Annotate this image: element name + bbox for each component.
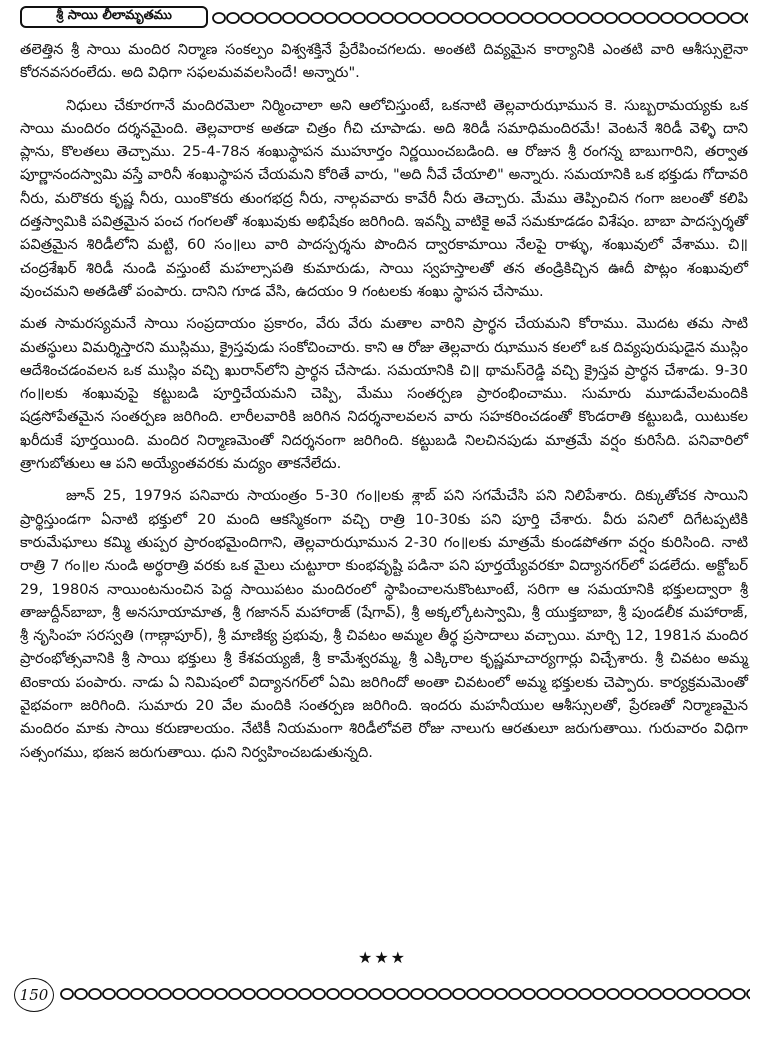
section-separator: ★★★ — [357, 948, 408, 967]
book-title: శ్రీ సాయి లీలామృతము — [56, 8, 172, 23]
running-header — [20, 6, 748, 32]
book-title-box — [20, 6, 208, 28]
header-chain-ornament — [212, 10, 748, 26]
page-footer — [0, 978, 765, 1028]
paragraph-4: జూన్ 25, 1979న పనివారు సాయంత్రం 5-30 గం॥లకు శ్లాబ్ పని సగమేచేసి పని నిలిపేశారు. దిక్కుతోచక సాయిని ప్రార్థిస్తుండగా ఏనాటి భక్తులో 20 మంది ఆకస్మికంగా వచ్చి రాత్రి 10-30కు పని పూర్తి చేశారు. వీరు పనిలో దిగేటప్పటికి కారుమేఘాలు కమ్మి తుప్పర ప్రారంభమైందిగాని, తెల్లవారుఝామున 2-30 గం॥లకు మాత్రమే కుండపోతగా వర్షం కురిసింది. నాటి రాత్రి 7 గం॥ల నుండి అర్థరాత్రి వరకు ఒక మైలు చుట్టూరా కుంభవృష్టి పడినా పని పూర్తయ్యేవరకూ విద్యానగర్‌లో పడలేదు. అక్టోబర్ 29, 1980న నాయింటనుంచిన పెద్ద సాయిపటం మందిరంలో స్థాపించాలనుకొంటూంటే, సరిగా ఆ సమయానికి భక్తులద్వారా శ్రీ తాజుద్దీన్‌బాబా, శ్రీ అనసూయామాత, శ్రీ గజానన్ మహారాజ్ (షేగావ్), శ్రీ అక్కల్కోటస్వామి, శ్రీ యుక్తబాబా, శ్రీ పుండలీక మహారాజ్, శ్రీ నృసింహ సరస్వతి (గాణ్గాపూర్), శ్రీ మాణిక్య ప్రభువు, శ్రీ చివటం అమ్మల తీర్థ ప్రసాదాలు వచ్చాయి. మార్చి 12, 1981న మందిర ప్రారంభోత్సవానికి శ్రీ సాయి భక్తులు శ్రీ కేశవయ్యజీ, శ్రీ కామేశ్వరమ్మ, శ్రీ ఎక్కిరాల కృష్ణమాచార్యగార్లు విచ్చేశారు. శ్రీ చివటం అమ్మ టెంకాయ పంపారు. నాడు ఏ నిమిషంలో విద్యానగర్‌లో ఏమి జరిగిందో అంతా చివటంలో అమ్మ భక్తులకు చెప్పారు. కార్యక్రమమెంతో వైభవంగా జరిగింది. సుమారు 20 వేల మందికి సంతర్పణ జరిగింది. ఇందరు మహనీయుల ఆశీస్సులతో, ప్రేరణతో నిర్మాణమైన మందిరం మాకు సాయి కరుణాలయం. నేటికీ నియమంగా శిరిడీలోవలె రోజు నాలుగు ఆరతులూ జరుగుతాయి. గురువారం విధిగా సత్సంగము, భజన జరుగుతాయి. ధుని నిర్వహించబడుతున్నది. — [20, 487, 748, 761]
footer-chain-ornament — [60, 986, 750, 1002]
paragraph-2: నిధులు చేకూరగానే మందిరమెలా నిర్మించాలా అని ఆలోచిస్తుంటే, ఒకనాటి తెల్లవారుఝామున కె. సుబ్బరామయ్యకు ఒక సాయి మందిరం దర్శనమైంది. తెల్లవారాక అతడా చిత్రం గీచి చూపాడు. అది శిరిడీ సమాధిమందిరమే! వెంటనే శిరిడీ వెళ్ళి దాని ప్లాను, కొలతలు తెచ్చాము. 25-4-78న శంఖుస్థాపన ముహూర్తం నిర్ణయించబడింది. ఆ రోజున శ్రీ రంగన్న బాబుగారిని, తర్వాత పూర్ణానందస్వామి వస్తే వారినీ శంఖుస్థాపన చేయమని కోరితే వారు, "అది నీవే చేయాలి" అన్నారు. సమయానికి ఒక భక్తుడు గోదావరి నీరు, మరొకరు కృష్ణ నీరు, యింకొకరు తుంగభద్ర నీరు, నాల్గవవారు కావేరీ నీరు తెచ్చారు. మేము తెప్పించిన గంగా జలంతో కలిపి దత్తస్వామికి పవిత్రమైన పంచ గంగలతో శంఖువుకు అభిషేకం జరిగింది. ఇవన్నీ వాటికై అవే సమకూడడం విశేషం. బాబా పాదస్పర్శతో పవిత్రమైన శిరిడీలోని మట్టి, 60 సం॥లు వారి పాదస్పర్శను పొందిన ద్వారకామాయి నేలపై రాళ్ళు, శంఖువులో వేశాము. చి॥ చంద్రశేఖర్ శిరిడీ నుండి వస్తుంటే మహల్సాపతి కుమారుడు, సాయి స్వహస్తాలతో తన తండ్రికిచ్చిన ఊదీ పొట్లం శంఖువులో వుంచమని అతడితో పంపారు. దానిని గూడ వేసి, ఉదయం 9 గంటలకు శంఖు స్థాపన చేసాము. — [20, 96, 748, 300]
paragraph-1: తలెత్తిన శ్రీ సాయి మందిర నిర్మాణ సంకల్పం విశ్వశక్తినే ప్రేరేపించగలదు. అంతటి దివ్యమైన కార్యానికి ఎంతటి వారి ఆశీస్సులైనా కోరనవసరంలేదు. అది విధిగా సఫలమవవలసిందే! అన్నారు". — [20, 41, 748, 82]
paragraph-3: మత సామరస్యమనే సాయి సంప్రదాయం ప్రకారం, వేరు వేరు మతాల వారిని ప్రార్థన చేయమని కోరాము. మొదట తమ సాటి మతస్థులు విమర్శిస్తారని ముస్లిము, క్రైస్తవుడు సంకోచించారు. కాని ఆ రోజు తెల్లవారు ఝామున కలలో ఒక దివ్యపురుషుడైన ముస్లిం ఆదేశించడంవలన ఒక ముస్లిం వచ్చి ఖురాన్‌లోని ప్రార్థన చేసాడు. సమయానికి చి॥ థామస్‌రెడ్డి వచ్చి క్రైస్తవ ప్రార్థన చేశాడు. 9-30 గం॥లకు శంఖువుపై కట్టుబడి పూర్తిచేయమని చెప్పి, మేము సంతర్పణ ప్రారంభించాము. సుమారు మూడువేలమందికి షడ్రసోపేతమైన సంతర్పణ జరిగింది. లారీలవారికి జరిగిన నిదర్శనాలవలన వారు సహకరించడంతో కొండరాతి కట్టుబడి, యిటుకల ఖరీదుకే పూర్తయింది. మందిర నిర్మాణమెంతో నిదర్శనంగా జరిగింది. కట్టుబడి నిలచినపుడు మాత్రమే వర్షం కురిసేది. పనివారిలో త్రాగుబోతులు ఆ పని అయ్యేంతవరకు మద్యం తాకనేలేదు. — [20, 315, 748, 473]
page-number: 150 — [14, 978, 54, 1012]
page-body — [20, 38, 748, 764]
